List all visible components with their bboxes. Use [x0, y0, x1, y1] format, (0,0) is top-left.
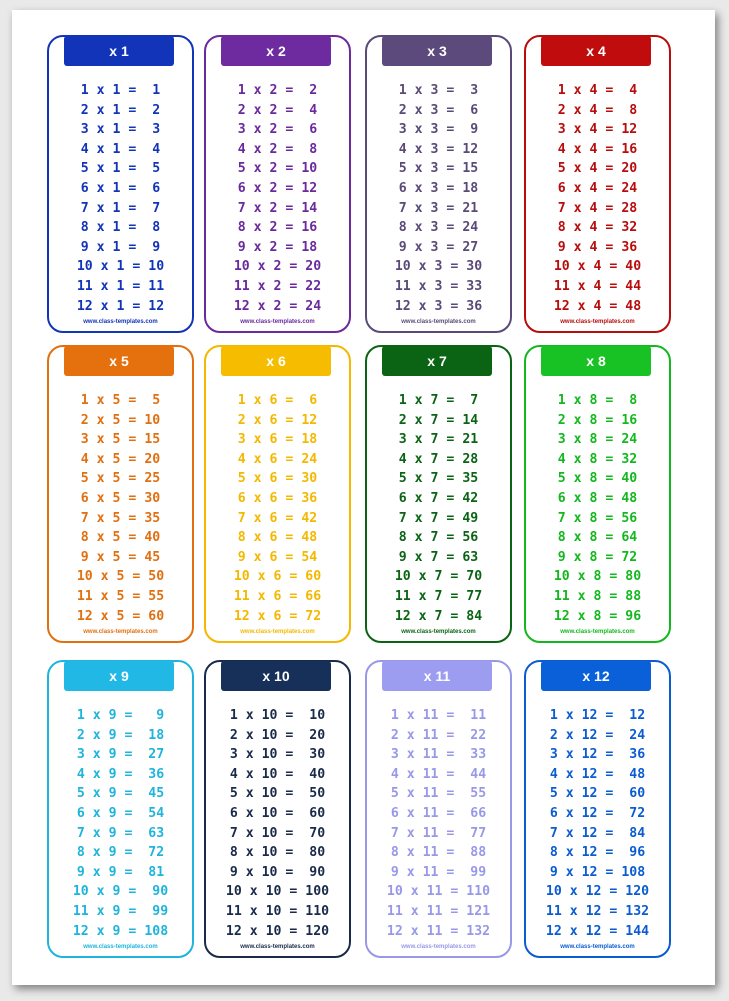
table-card-6 [204, 345, 351, 643]
equation-row: 4 x 4 = 16 [557, 141, 638, 157]
equation-row: 7 x 6 = 42 [237, 510, 318, 526]
equation-row: 12 x 3 = 36 [394, 298, 483, 314]
table-header-tab: x 1 [64, 36, 174, 66]
table-header-tab: x 5 [64, 346, 174, 376]
equation-row: 9 x 3 = 27 [398, 239, 479, 255]
equation-row: 2 x 10 = 20 [229, 727, 326, 743]
equation-row: 7 x 12 = 84 [549, 825, 646, 841]
equation-list [206, 391, 349, 626]
equation-row: 10 x 12 = 120 [545, 884, 650, 900]
equation-row: 3 x 10 = 30 [229, 747, 326, 763]
equation-row: 4 x 6 = 24 [237, 451, 318, 467]
equation-row: 5 x 5 = 25 [80, 471, 161, 487]
equation-row: 4 x 8 = 32 [557, 451, 638, 467]
equation-row: 6 x 12 = 72 [549, 805, 646, 821]
equation-row: 9 x 8 = 72 [557, 549, 638, 565]
equation-row: 10 x 7 = 70 [394, 569, 483, 585]
equation-row: 3 x 8 = 24 [557, 432, 638, 448]
equation-row: 1 x 12 = 12 [549, 708, 646, 723]
equation-row: 11 x 9 = 99 [72, 903, 169, 919]
equation-row: 3 x 3 = 9 [398, 122, 479, 138]
footer-url: www.class-templates.com [83, 629, 158, 635]
table-card-9 [47, 660, 194, 958]
table-header-tab: x 2 [221, 36, 331, 66]
equation-row: 8 x 4 = 32 [557, 220, 638, 236]
equation-row: 1 x 10 = 10 [229, 708, 326, 723]
equation-row: 6 x 5 = 30 [80, 490, 161, 506]
equation-row: 4 x 7 = 28 [398, 451, 479, 467]
equation-list [49, 81, 192, 316]
table-header-tab: x 9 [64, 661, 174, 691]
footer-url: www.class-templates.com [401, 629, 476, 635]
equation-row: 6 x 4 = 24 [557, 180, 638, 196]
equation-row: 3 x 7 = 21 [398, 432, 479, 448]
equation-row: 6 x 8 = 48 [557, 490, 638, 506]
equation-list [206, 81, 349, 316]
equation-row: 1 x 1 = 1 [80, 83, 161, 98]
equation-row: 5 x 12 = 60 [549, 786, 646, 802]
equation-row: 3 x 1 = 3 [80, 122, 161, 138]
equation-row: 5 x 7 = 35 [398, 471, 479, 487]
equation-row: 6 x 3 = 18 [398, 180, 479, 196]
equation-list [49, 391, 192, 626]
equation-row: 2 x 3 = 6 [398, 102, 479, 118]
equation-row: 12 x 5 = 60 [76, 608, 165, 624]
equation-row: 12 x 11 = 132 [386, 923, 491, 939]
equation-row: 8 x 3 = 24 [398, 220, 479, 236]
equation-row: 6 x 7 = 42 [398, 490, 479, 506]
equation-row: 5 x 3 = 15 [398, 161, 479, 177]
table-card-5 [47, 345, 194, 643]
equation-row: 11 x 12 = 132 [545, 903, 650, 919]
equation-list [49, 706, 192, 941]
equation-row: 12 x 4 = 48 [553, 298, 642, 314]
equation-row: 7 x 7 = 49 [398, 510, 479, 526]
footer-url: www.class-templates.com [401, 319, 476, 325]
equation-list [367, 391, 510, 626]
table-card-7 [365, 345, 512, 643]
equation-row: 2 x 8 = 16 [557, 412, 638, 428]
equation-row: 8 x 7 = 56 [398, 530, 479, 546]
equation-row: 11 x 4 = 44 [553, 278, 642, 294]
equation-row: 9 x 7 = 63 [398, 549, 479, 565]
equation-row: 10 x 5 = 50 [76, 569, 165, 585]
equation-row: 9 x 2 = 18 [237, 239, 318, 255]
equation-list [526, 706, 669, 941]
equation-row: 3 x 12 = 36 [549, 747, 646, 763]
equation-row: 12 x 10 = 120 [225, 923, 330, 939]
equation-row: 5 x 11 = 55 [390, 786, 487, 802]
equation-row: 9 x 12 = 108 [549, 864, 646, 880]
equation-row: 2 x 2 = 4 [237, 102, 318, 118]
table-header-tab: x 4 [541, 36, 651, 66]
equation-row: 6 x 10 = 60 [229, 805, 326, 821]
footer-url: www.class-templates.com [240, 319, 315, 325]
footer-url: www.class-templates.com [83, 319, 158, 325]
equation-row: 4 x 1 = 4 [80, 141, 161, 157]
equation-row: 12 x 12 = 144 [545, 923, 650, 939]
footer-url: www.class-templates.com [560, 944, 635, 950]
equation-row: 9 x 5 = 45 [80, 549, 161, 565]
equation-row: 9 x 4 = 36 [557, 239, 638, 255]
table-card-8 [524, 345, 671, 643]
equation-row: 6 x 9 = 54 [76, 805, 165, 821]
equation-row: 10 x 8 = 80 [553, 569, 642, 585]
equation-row: 4 x 11 = 44 [390, 766, 487, 782]
equation-row: 6 x 11 = 66 [390, 805, 487, 821]
equation-row: 8 x 10 = 80 [229, 845, 326, 861]
equation-row: 10 x 3 = 30 [394, 259, 483, 275]
table-header-tab: x 3 [382, 36, 492, 66]
table-card-2 [204, 35, 351, 333]
equation-row: 1 x 5 = 5 [80, 393, 161, 408]
table-header-tab: x 11 [382, 661, 492, 691]
equation-row: 10 x 9 = 90 [72, 884, 169, 900]
equation-row: 10 x 6 = 60 [233, 569, 322, 585]
table-header-tab: x 7 [382, 346, 492, 376]
equation-row: 12 x 1 = 12 [76, 298, 165, 314]
equation-row: 10 x 1 = 10 [76, 259, 165, 275]
equation-row: 3 x 11 = 33 [390, 747, 487, 763]
footer-url: www.class-templates.com [240, 629, 315, 635]
equation-row: 6 x 6 = 36 [237, 490, 318, 506]
equation-row: 9 x 9 = 81 [76, 864, 165, 880]
table-card-11 [365, 660, 512, 958]
equation-row: 6 x 2 = 12 [237, 180, 318, 196]
equation-row: 7 x 4 = 28 [557, 200, 638, 216]
table-header-tab: x 10 [221, 661, 331, 691]
equation-row: 10 x 10 = 100 [225, 884, 330, 900]
equation-row: 9 x 6 = 54 [237, 549, 318, 565]
equation-list [367, 81, 510, 316]
footer-url: www.class-templates.com [560, 629, 635, 635]
equation-row: 7 x 8 = 56 [557, 510, 638, 526]
equation-row: 7 x 5 = 35 [80, 510, 161, 526]
equation-row: 11 x 5 = 55 [76, 588, 165, 604]
footer-url: www.class-templates.com [401, 944, 476, 950]
equation-row: 8 x 1 = 8 [80, 220, 161, 236]
equation-row: 3 x 4 = 12 [557, 122, 638, 138]
equation-row: 11 x 1 = 11 [76, 278, 165, 294]
footer-url: www.class-templates.com [240, 944, 315, 950]
equation-row: 8 x 5 = 40 [80, 530, 161, 546]
equation-row: 2 x 11 = 22 [390, 727, 487, 743]
equation-row: 8 x 6 = 48 [237, 530, 318, 546]
equation-row: 5 x 10 = 50 [229, 786, 326, 802]
equation-row: 8 x 8 = 64 [557, 530, 638, 546]
equation-row: 7 x 11 = 77 [390, 825, 487, 841]
table-card-3 [365, 35, 512, 333]
equation-row: 8 x 11 = 88 [390, 845, 487, 861]
equation-row: 3 x 6 = 18 [237, 432, 318, 448]
equation-row: 12 x 6 = 72 [233, 608, 322, 624]
equation-row: 2 x 5 = 10 [80, 412, 161, 428]
equation-row: 4 x 5 = 20 [80, 451, 161, 467]
equation-row: 3 x 5 = 15 [80, 432, 161, 448]
worksheet-page [12, 10, 715, 985]
equation-row: 2 x 6 = 12 [237, 412, 318, 428]
equation-row: 12 x 8 = 96 [553, 608, 642, 624]
equation-row: 5 x 4 = 20 [557, 161, 638, 177]
table-header-tab: x 6 [221, 346, 331, 376]
equation-list [526, 391, 669, 626]
equation-row: 2 x 4 = 8 [557, 102, 638, 118]
equation-row: 2 x 12 = 24 [549, 727, 646, 743]
equation-list [526, 81, 669, 316]
equation-row: 11 x 3 = 33 [394, 278, 483, 294]
equation-row: 2 x 7 = 14 [398, 412, 479, 428]
equation-list [206, 706, 349, 941]
equation-row: 11 x 10 = 110 [225, 903, 330, 919]
table-card-10 [204, 660, 351, 958]
equation-row: 5 x 9 = 45 [76, 786, 165, 802]
equation-row: 1 x 7 = 7 [398, 393, 479, 408]
equation-row: 1 x 9 = 9 [76, 708, 165, 723]
table-card-4 [524, 35, 671, 333]
equation-row: 11 x 2 = 22 [233, 278, 322, 294]
equation-row: 11 x 6 = 66 [233, 588, 322, 604]
equation-row: 5 x 8 = 40 [557, 471, 638, 487]
table-card-1 [47, 35, 194, 333]
equation-row: 7 x 1 = 7 [80, 200, 161, 216]
equation-row: 8 x 9 = 72 [76, 845, 165, 861]
equation-row: 4 x 12 = 48 [549, 766, 646, 782]
equation-row: 9 x 11 = 99 [390, 864, 487, 880]
equation-row: 10 x 4 = 40 [553, 259, 642, 275]
equation-row: 11 x 7 = 77 [394, 588, 483, 604]
equation-list [367, 706, 510, 941]
equation-row: 6 x 1 = 6 [80, 180, 161, 196]
equation-row: 1 x 4 = 4 [557, 83, 638, 98]
equation-row: 9 x 1 = 9 [80, 239, 161, 255]
equation-row: 5 x 1 = 5 [80, 161, 161, 177]
equation-row: 5 x 6 = 30 [237, 471, 318, 487]
footer-url: www.class-templates.com [560, 319, 635, 325]
equation-row: 11 x 11 = 121 [386, 903, 491, 919]
equation-row: 4 x 10 = 40 [229, 766, 326, 782]
equation-row: 2 x 9 = 18 [76, 727, 165, 743]
equation-row: 11 x 8 = 88 [553, 588, 642, 604]
equation-row: 5 x 2 = 10 [237, 161, 318, 177]
equation-row: 2 x 1 = 2 [80, 102, 161, 118]
table-card-12 [524, 660, 671, 958]
equation-row: 9 x 10 = 90 [229, 864, 326, 880]
equation-row: 12 x 9 = 108 [72, 923, 169, 939]
equation-row: 7 x 10 = 70 [229, 825, 326, 841]
footer-url: www.class-templates.com [83, 944, 158, 950]
table-header-tab: x 8 [541, 346, 651, 376]
equation-row: 4 x 9 = 36 [76, 766, 165, 782]
equation-row: 1 x 2 = 2 [237, 83, 318, 98]
equation-row: 12 x 7 = 84 [394, 608, 483, 624]
table-header-tab: x 12 [541, 661, 651, 691]
equation-row: 1 x 3 = 3 [398, 83, 479, 98]
equation-row: 7 x 9 = 63 [76, 825, 165, 841]
equation-row: 8 x 12 = 96 [549, 845, 646, 861]
equation-row: 4 x 2 = 8 [237, 141, 318, 157]
equation-row: 1 x 11 = 11 [390, 708, 487, 723]
equation-row: 3 x 9 = 27 [76, 747, 165, 763]
equation-row: 8 x 2 = 16 [237, 220, 318, 236]
equation-row: 1 x 6 = 6 [237, 393, 318, 408]
equation-row: 7 x 2 = 14 [237, 200, 318, 216]
equation-row: 12 x 2 = 24 [233, 298, 322, 314]
equation-row: 10 x 11 = 110 [386, 884, 491, 900]
equation-row: 7 x 3 = 21 [398, 200, 479, 216]
equation-row: 1 x 8 = 8 [557, 393, 638, 408]
equation-row: 4 x 3 = 12 [398, 141, 479, 157]
equation-row: 3 x 2 = 6 [237, 122, 318, 138]
equation-row: 10 x 2 = 20 [233, 259, 322, 275]
